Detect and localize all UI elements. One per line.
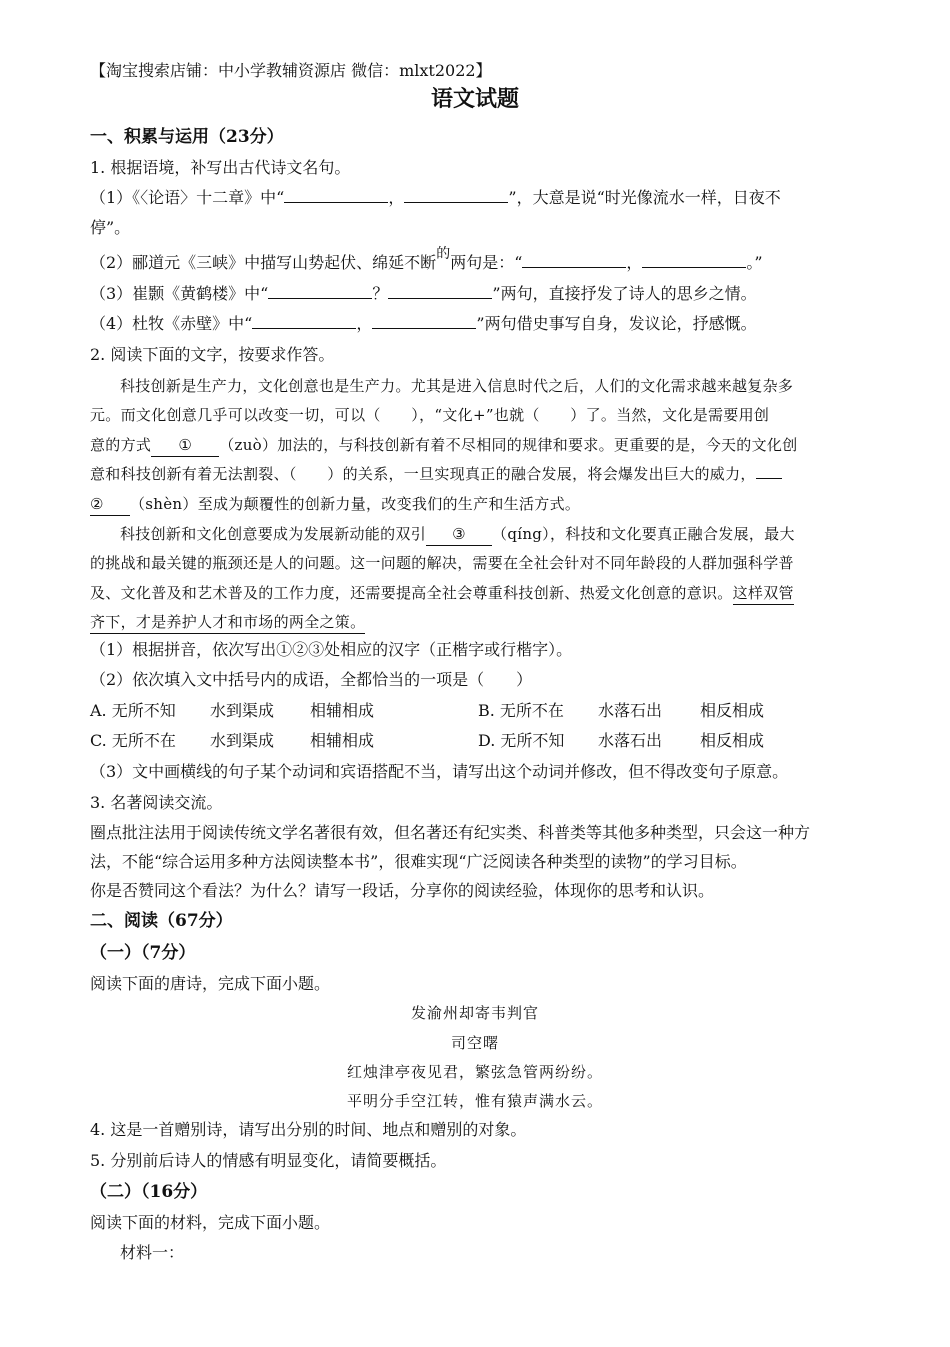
part-2-intro: 阅读下面的材料，完成下面小题。 xyxy=(90,1213,331,1232)
option-d[interactable]: D. 无所不知 水落石出 相反相成 xyxy=(478,731,765,750)
q3-prompt: 你是否赞同这个看法？为什么？请写一段话，分享你的阅读经验，体现你的思考和认识。 xyxy=(90,881,715,900)
answer-blank[interactable] xyxy=(642,253,746,268)
marker-3: ③ xyxy=(426,523,492,546)
q1-item-3: （3）崔颢《黄鹤楼》中“ ？ ”两句，直接抒发了诗人的思乡之情。 xyxy=(90,284,757,303)
answer-blank[interactable] xyxy=(372,314,476,329)
poem-line: 红烛津亭夜见君，繁弦急管两纷纷。 xyxy=(346,1063,603,1081)
passage-line xyxy=(90,611,365,634)
marker-2: ② xyxy=(90,493,130,516)
poem-title: 发渝州却寄韦判官 xyxy=(410,1004,539,1022)
q1-item-4: （4）杜牧《赤壁》中“ ， ”两句借史事写自身，发议论，抒感慨。 xyxy=(90,314,757,333)
answer-blank[interactable] xyxy=(268,284,372,299)
underlined-sentence: 齐下，才是养护人才和市场的两全之策。 xyxy=(90,611,365,634)
marker-1: ① xyxy=(151,434,219,457)
q2-stem: 2. 阅读下面的文字，按要求作答。 xyxy=(90,345,335,364)
ruby-char: 的 xyxy=(436,246,451,262)
q1-item-1-cont: 停”。 xyxy=(90,218,131,237)
option-a[interactable]: A. 无所不知 水到渠成 相辅相成 xyxy=(90,701,375,720)
passage-line: 元。而文化创意几乎可以改变一切，可以（ ），“文化+”也就（ ）了。当然，文化是需要用创 xyxy=(90,406,770,424)
q3-text: 圈点批注法用于阅读传统文学名著很有效，但名著还有纪实类、科普类等其他多种类型，只会这一种方 xyxy=(90,823,811,842)
q2-sub-2: （2）依次填入文中括号内的成语，全都恰当的一项是（ ） xyxy=(90,670,533,689)
q5: 5. 分别前后诗人的情感有明显变化，请简要概括。 xyxy=(90,1151,447,1170)
underlined-sentence: 这样双管 xyxy=(733,582,794,605)
q4: 4. 这是一首赠别诗，请写出分别的时间、地点和赠别的对象。 xyxy=(90,1120,527,1139)
q3-stem: 3. 名著阅读交流。 xyxy=(90,793,223,812)
q1-item-2: （2）郦道元《三峡》中描写山势起伏、绵延不断的两句是：“ ， 。” xyxy=(90,246,763,272)
passage-line: 意和科技创新有着无法割裂、（ ）的关系，一旦实现真正的融合发展，将会爆发出巨大的威力， xyxy=(90,463,782,485)
material-1-label: 材料一： xyxy=(120,1243,185,1262)
passage-line: 科技创新是生产力，文化创意也是生产力。尤其是进入信息时代之后，人们的文化需求越来越复杂多 xyxy=(120,377,794,395)
answer-blank[interactable] xyxy=(522,253,626,268)
poem-author: 司空曙 xyxy=(450,1034,499,1052)
passage-line: 意的方式 ① （zuò）加法的，与科技创新有着不尽相同的规律和要求。更重要的是，今天的文化创 xyxy=(90,434,798,457)
shop-banner: 【淘宝搜索店铺：中小学教辅资源店 微信：mlxt2022】 xyxy=(90,61,492,80)
page-title: 语文试题 xyxy=(430,86,519,112)
answer-blank[interactable] xyxy=(404,188,508,203)
section-1-heading: 一、积累与运用（23分） xyxy=(90,127,284,147)
answer-blank xyxy=(756,464,782,479)
poem-line: 平明分手空江转，惟有猿声满水云。 xyxy=(346,1092,603,1110)
section-2-heading: 二、阅读（67分） xyxy=(90,911,233,931)
option-c[interactable]: C. 无所不在 水到渠成 相辅相成 xyxy=(90,731,375,750)
passage-line: ② （shèn）至成为颠覆性的创新力量，改变我们的生产和生活方式。 xyxy=(90,493,580,516)
part-1-intro: 阅读下面的唐诗，完成下面小题。 xyxy=(90,974,331,993)
passage-line: 科技创新和文化创意要成为发展新动能的双引 ③ （qíng），科技和文化要真正融合发展，最大 xyxy=(120,523,795,546)
part-2-heading: （二）（16分） xyxy=(90,1182,208,1202)
passage-line: 的挑战和最关键的瓶颈还是人的问题。这一问题的解决，需要在全社会针对不同年龄段的人群加强科学普 xyxy=(90,554,794,572)
part-1-heading: （一）（7分） xyxy=(90,943,196,963)
answer-blank[interactable] xyxy=(252,314,356,329)
q1-item-1: （1）《〈论语〉十二章》中“ ， ”，大意是说“时光像流水一样，日夜不 xyxy=(90,188,781,207)
passage-line: 及、文化普及和艺术普及的工作力度，还需要提高全社会尊重科技创新、热爱文化创意的意识。这样双管 xyxy=(90,582,794,605)
q2-sub-1: （1）根据拼音，依次写出①②③处相应的汉字（正楷字或行楷字）。 xyxy=(90,640,573,659)
answer-blank[interactable] xyxy=(388,284,492,299)
q2-sub-3: （3）文中画横线的句子某个动词和宾语搭配不当，请写出这个动词并修改，但不得改变句子原意。 xyxy=(90,762,789,781)
q3-text: 法，不能“综合运用多种方法阅读整本书”，很难实现“广泛阅读各种类型的读物”的学习目标。 xyxy=(90,852,747,871)
option-b[interactable]: B. 无所不在 水落石出 相反相成 xyxy=(478,701,765,720)
q1-stem: 1. 根据语境，补写出古代诗文名句。 xyxy=(90,158,351,177)
answer-blank[interactable] xyxy=(284,188,388,203)
